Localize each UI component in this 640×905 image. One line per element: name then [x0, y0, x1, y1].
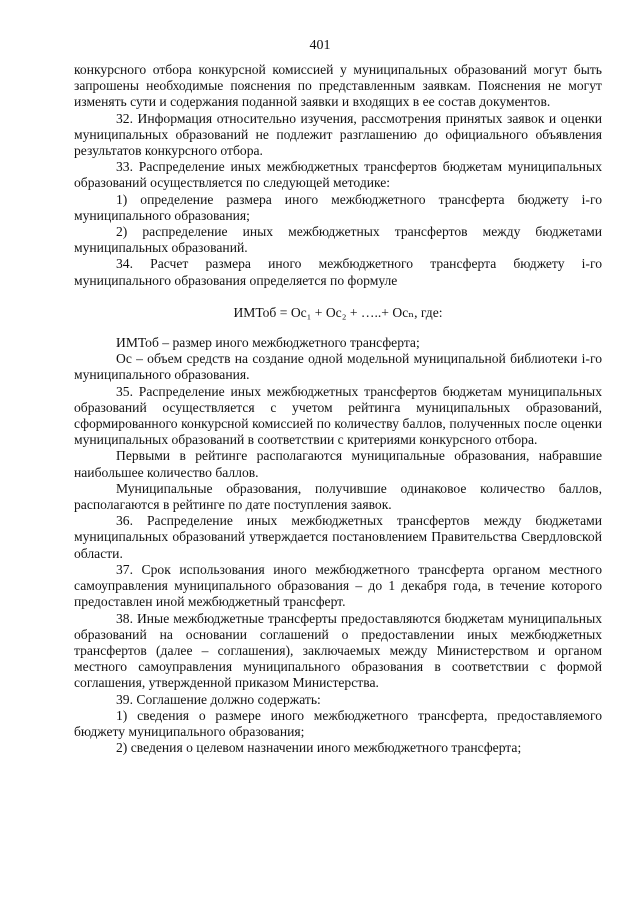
definition-imtob: ИМТоб – размер иного межбюджетного трансферта; [116, 335, 420, 351]
page-number: 401 [309, 38, 331, 53]
paragraph-39-item-1: 1) сведения о размере иного межбюджетного трансферта, предоставляемого бюджету муниципального образования; [74, 707, 602, 739]
formula: ИМТоб = Ос₁ + Ос₂ + …..+ Осₙ, где: [233, 304, 443, 320]
paragraph-continuation: конкурсного отбора конкурсной комиссией у муниципальных образований могут быть запрошены необходимые пояснения по представленным заявкам. Пояснения не могут изменять сути и содержания поданной заявки и входящих в ее состав документов. [74, 62, 602, 110]
paragraph-39-item-2: 2) сведения о целевом назначении иного межбюджетного трансферта; [116, 740, 522, 756]
paragraph-34: 34. Расчет размера иного межбюджетного трансферта бюджету i-го муниципального образования определяется по формуле [74, 256, 602, 288]
paragraph-32: 32. Информация относительно изучения, рассмотрения принятых заявок и оценки муниципальных образований не подлежит разглашению до официального объявления результатов конкурсного отбора. [74, 110, 602, 159]
paragraph-37: 37. Срок использования иного межбюджетного трансферта органом местного самоуправления муниципального образования – до 1 декабря года, в течение которого предоставлен иной межбюджетный трансферт. [74, 561, 602, 610]
paragraph-33-item-1: 1) определение размера иного межбюджетного трансферта бюджету i-го муниципального образования; [74, 191, 602, 223]
paragraph-33: 33. Распределение иных межбюджетных трансфертов бюджетам муниципальных образований осуществляется по следующей методике: [74, 159, 602, 191]
page-body [74, 62, 602, 756]
definition-os: Ос – объем средств на создание одной модельной муниципальной библиотеки i-го муниципального образования. [74, 351, 602, 383]
paragraph-39: 39. Соглашение должно содержать: [116, 691, 321, 707]
paragraph-38: 38. Иные межбюджетные трансферты предоставляются бюджетам муниципальных образований на основании соглашений о предоставлении иных межбюджетных трансфертов (далее – соглашения), заключаемых между Министерством и органом местного самоуправления муниципального образования в соответствии с формой соглашения, утвержденной приказом Министерства. [74, 610, 602, 691]
paragraph-36: 36. Распределение иных межбюджетных трансфертов между бюджетами муниципальных образований утверждается постановлением Правительства Свердловской области. [74, 513, 602, 561]
paragraph-35: 35. Распределение иных межбюджетных трансфертов бюджетам муниципальных образований осуществляется с учетом рейтинга муниципальных образований, сформированного конкурсной комиссией по количеству баллов, полученных после оценки муниципальных образований в соответствии с критериями конкурсного отбора. [74, 383, 602, 448]
paragraph-35-rating-equal: Муниципальные образования, получившие одинаковое количество баллов, располагаются в рейтинге по дате поступления заявок. [74, 480, 602, 513]
paragraph-33-item-2: 2) распределение иных межбюджетных трансфертов между бюджетами муниципальных образований. [74, 224, 602, 256]
paragraph-35-rating-first: Первыми в рейтинге располагаются муниципальные образования, набравшие наибольшее количество баллов. [74, 448, 602, 480]
